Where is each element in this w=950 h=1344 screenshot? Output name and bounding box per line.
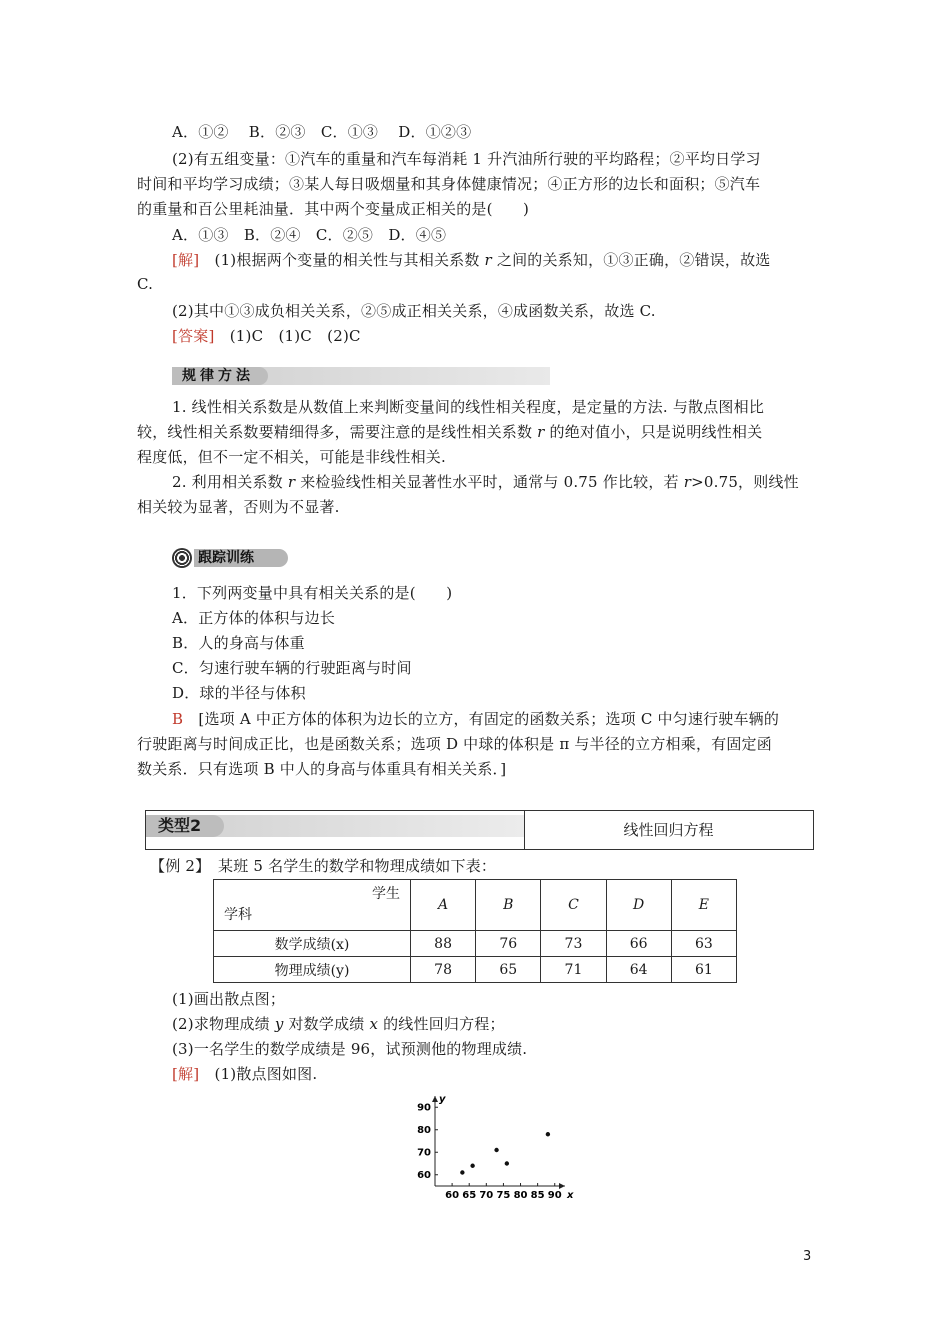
method-line-4: 2. 利用相关系数 r 来检验线性相关显著性水平时，通常与 0.75 作比较，若 r>0.75，则线性 [172, 473, 799, 491]
x-tick-label: 90 [547, 1190, 562, 1201]
practice-answer-line-1: B [选项 A 中正方体的体积为边长的立方，有固定的函数关系；选项 C 中匀速行驶车辆的 [172, 710, 780, 728]
solution-2-line: [解] (1)散点图如图. [172, 1065, 318, 1083]
table-cell: 66 [606, 931, 671, 957]
question-2-line-3: 的重量和百公里耗油量．其中两个变量成正相关的是( ) [137, 200, 530, 218]
x-tick-label: 75 [496, 1190, 511, 1201]
table-cell: 63 [671, 931, 736, 957]
practice-answer-line-3: 数关系．只有选项 B 中人的身高与体重具有相关关系．] [137, 760, 507, 778]
part-2: (2)求物理成绩 y 对数学成绩 x 的线性回归方程； [172, 1015, 505, 1033]
table-cell: 78 [411, 957, 476, 983]
method-line-1: 1. 线性相关系数是从数值上来判断变量间的线性相关程度，是定量的方法. 与散点图相比 [172, 398, 765, 416]
x-tick-label: 70 [479, 1190, 494, 1201]
data-point [494, 1148, 498, 1152]
table-cell: 76 [476, 931, 541, 957]
table-row [214, 931, 737, 957]
table-cell: 65 [476, 957, 541, 983]
example-2-intro: 【例 2】 某班 5 名学生的数学和物理成绩如下表： [150, 857, 497, 875]
solution-line-1: [解] (1)根据两个变量的相关性与其相关系数 r 之间的关系知，①③正确，②错误，故选 [172, 251, 771, 269]
options-line: A．①② B．②③ C．①③ D．①②③ [172, 123, 472, 141]
scores-table [213, 879, 737, 983]
solution-2-tag: [解] [172, 1065, 200, 1083]
tracking-banner: 跟踪训练 [194, 549, 288, 567]
solution-line-3: (2)其中①③成负相关关系，②⑤成正相关关系，④成函数关系，故选 C. [172, 302, 656, 320]
y-tick-label: 70 [417, 1147, 431, 1159]
x-tick-label: 65 [462, 1190, 477, 1201]
table-cell: 71 [541, 957, 606, 983]
table-cell: 73 [541, 931, 606, 957]
practice-option-d: D．球的半径与体积 [172, 684, 306, 702]
target-icon [172, 548, 192, 568]
table-cell: 61 [671, 957, 736, 983]
practice-option-a: A．正方体的体积与边长 [172, 609, 336, 627]
x-tick-label: 60 [445, 1190, 460, 1201]
question-2-line-1: (2)有五组变量：①汽车的重量和汽车每消耗 1 升汽油所行驶的平均路程；②平均日学习 [172, 150, 761, 168]
part-1: (1)画出散点图； [172, 990, 286, 1008]
y-tick-label: 90 [417, 1102, 431, 1114]
row-label: 物理成绩(y) [214, 957, 411, 983]
y-tick-label: 80 [417, 1124, 431, 1136]
part-3: (3)一名学生的数学成绩是 96，试预测他的物理成绩. [172, 1040, 528, 1058]
practice-option-c: C．匀速行驶车辆的行驶距离与时间 [172, 659, 412, 677]
student-header: A [411, 880, 476, 931]
data-point [470, 1164, 474, 1168]
data-point [546, 1132, 550, 1136]
type2-header [145, 810, 814, 850]
corner-top-label: 学生 [372, 886, 400, 902]
student-header: B [476, 880, 541, 931]
data-point [505, 1161, 509, 1165]
y-tick-label: 60 [417, 1169, 431, 1181]
x-tick-label: 80 [513, 1190, 528, 1201]
table-row [214, 957, 737, 983]
y-axis-label: y [439, 1094, 446, 1105]
type2-title: 线性回归方程 [623, 821, 714, 839]
table-header-row [214, 880, 737, 931]
scatter-plot [405, 1088, 585, 1208]
method-line-2: 较，线性相关系数要精细得多，需要注意的是线性相关系数 r 的绝对值小，只是说明线性相关 [137, 423, 763, 441]
practice-question: 1．下列两变量中具有相关关系的是( ) [172, 584, 453, 602]
answer-tag: [答案] [172, 327, 215, 345]
practice-answer-letter: B [172, 710, 184, 728]
method-line-5: 相关较为显著，否则为不显著. [137, 498, 340, 516]
student-header: C [541, 880, 606, 931]
y-axis-arrow [432, 1096, 438, 1102]
solution-line-2: C. [137, 275, 154, 293]
page-number: 3 [803, 1249, 812, 1264]
rule-method-banner [172, 367, 550, 385]
corner-bottom-label: 学科 [224, 907, 252, 923]
x-tick-label: 85 [530, 1190, 545, 1201]
table-cell: 64 [606, 957, 671, 983]
type2-tag: 类型2 [146, 815, 224, 837]
data-point [460, 1170, 464, 1174]
table-corner-cell [214, 880, 411, 931]
rule-method-label: 规律方法 [172, 367, 268, 385]
table-cell: 88 [411, 931, 476, 957]
row-label: 数学成绩(x) [214, 931, 411, 957]
student-header: D [606, 880, 671, 931]
method-line-3: 程度低，但不一定不相关，可能是非线性相关. [137, 448, 446, 466]
type2-label-bar [146, 815, 524, 837]
answer-line: [答案] (1)C (1)C (2)C [172, 327, 361, 345]
practice-option-b: B．人的身高与体重 [172, 634, 305, 652]
x-axis-label: x [567, 1190, 574, 1201]
student-header: E [671, 880, 736, 931]
options-line-2: A．①③ B．②④ C．②⑤ D．④⑤ [172, 226, 447, 244]
practice-answer-line-2: 行驶距离与时间成正比，也是函数关系；选项 D 中球的体积是 π 与半径的立方相乘，有固定函 [137, 735, 772, 753]
x-axis-arrow [559, 1183, 565, 1189]
question-2-line-2: 时间和平均学习成绩；③某人每日吸烟量和其身体健康情况；④正方形的边长和面积；⑤汽车 [137, 175, 761, 193]
solution-tag: [解] [172, 251, 200, 269]
